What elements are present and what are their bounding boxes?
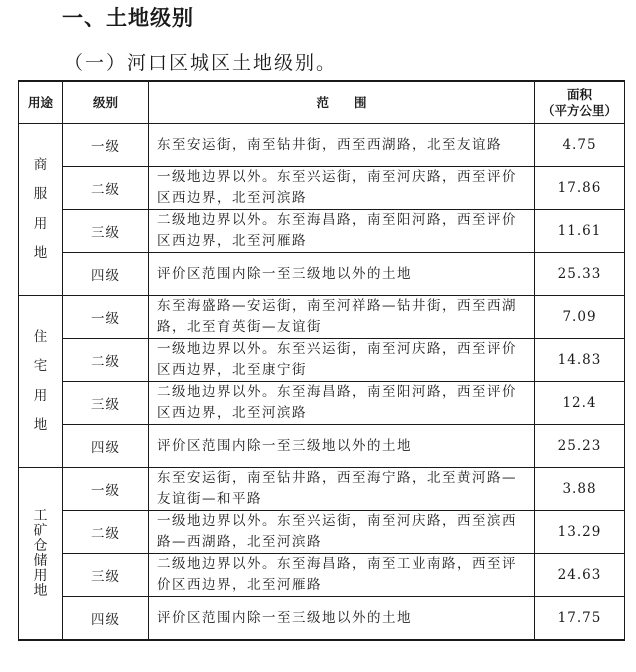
grade-level-cell: 一级 — [63, 468, 149, 511]
scope-cell: 东至海盛路—安运街，南至河祥路—钻井街，西至西湖路，北至育英街—友谊街 — [149, 296, 535, 339]
land-use-char: 用 — [33, 215, 48, 232]
area-cell: 11.61 — [535, 210, 625, 253]
scope-cell: 一级地边界以外。东至兴运街，南至河庆路，西至评价区西边界，北至河滨路 — [149, 167, 535, 210]
header-area — [535, 81, 625, 124]
scope-cell: 东至安运街，南至钻井路，西至海宁路，北至黄河路—友谊街—和平路 — [149, 468, 535, 511]
section-heading: 一、土地级别 — [62, 6, 194, 30]
table-row — [19, 167, 625, 210]
land-use-char: 仓 — [33, 538, 48, 554]
area-cell: 17.86 — [535, 167, 625, 210]
area-cell: 12.4 — [535, 382, 625, 425]
grade-level-cell: 三级 — [63, 382, 149, 425]
area-cell: 13.29 — [535, 511, 625, 554]
land-use-char: 工 — [33, 508, 48, 524]
table-row — [19, 210, 625, 253]
scope-cell: 评价区范围内除一至三级地以外的土地 — [149, 597, 535, 641]
land-use-cell — [19, 296, 63, 468]
land-use-char: 地 — [33, 583, 48, 599]
table-row — [19, 253, 625, 296]
table-row — [19, 597, 625, 641]
area-cell: 24.63 — [535, 554, 625, 597]
header-area-line1: 面积 — [566, 86, 592, 102]
scope-cell: 二级地边界以外。东至海昌路，南至阳河路，西至评价区西边界，北至河滨路 — [149, 382, 535, 425]
table-row — [19, 296, 625, 339]
grade-level-cell: 四级 — [63, 597, 149, 641]
header-row — [19, 81, 625, 124]
land-use-label — [34, 508, 48, 599]
area-cell: 14.83 — [535, 339, 625, 382]
land-use-cell — [19, 124, 63, 296]
scope-cell: 评价区范围内除一至三级地以外的土地 — [149, 425, 535, 468]
header-level: 级别 — [63, 81, 149, 124]
scope-cell: 二级地边界以外。东至海昌路，南至阳河路，西至评价区西边界，北至河雁路 — [149, 210, 535, 253]
land-grade-table — [18, 80, 625, 641]
land-use-char: 用 — [33, 568, 48, 584]
grade-level-cell: 四级 — [63, 425, 149, 468]
area-cell: 25.33 — [535, 253, 625, 296]
land-use-char: 住 — [33, 328, 48, 345]
grade-level-cell: 三级 — [63, 210, 149, 253]
land-use-char: 商 — [33, 156, 48, 173]
table-row — [19, 124, 625, 167]
land-use-label — [34, 315, 48, 449]
scope-cell: 一级地边界以外。东至兴运街，南至河庆路，西至评价区西边界，北至康宁街 — [149, 339, 535, 382]
table-row — [19, 468, 625, 511]
grade-level-cell: 二级 — [63, 167, 149, 210]
scope-cell: 二级地边界以外。东至海昌路，南至工业南路，西至评价区西边界，北至河雁路 — [149, 554, 535, 597]
grade-level-cell: 一级 — [63, 124, 149, 167]
table-header — [19, 81, 625, 124]
header-use: 用途 — [19, 81, 63, 124]
land-use-char: 矿 — [33, 523, 48, 539]
table-row — [19, 425, 625, 468]
grade-level-cell: 二级 — [63, 511, 149, 554]
table-row — [19, 511, 625, 554]
land-use-label — [34, 143, 48, 277]
area-cell: 4.75 — [535, 124, 625, 167]
land-use-char: 宅 — [33, 358, 48, 374]
scope-cell: 一级地边界以外。东至兴运街，南至河庆路，西至滨西路—西湖路，北至河滨路 — [149, 511, 535, 554]
table-body — [19, 124, 625, 641]
land-use-char: 地 — [33, 245, 48, 261]
scope-cell: 东至安运街，南至钻井街，西至西湖路，北至友谊路 — [149, 124, 535, 167]
area-cell: 7.09 — [535, 296, 625, 339]
subsection-heading: （一）河口区城区土地级别。 — [64, 52, 338, 74]
land-use-cell — [19, 468, 63, 641]
land-use-char: 服 — [33, 186, 48, 202]
grade-level-cell: 一级 — [63, 296, 149, 339]
area-cell: 17.75 — [535, 597, 625, 641]
grade-level-cell: 四级 — [63, 253, 149, 296]
header-scope: 范 围 — [149, 81, 535, 124]
grade-level-cell: 三级 — [63, 554, 149, 597]
scope-cell: 评价区范围内除一至三级地以外的土地 — [149, 253, 535, 296]
area-cell: 25.23 — [535, 425, 625, 468]
land-use-char: 用 — [33, 387, 48, 404]
land-use-char: 地 — [33, 417, 48, 433]
table-row — [19, 382, 625, 425]
table-row — [19, 339, 625, 382]
grade-level-cell: 二级 — [63, 339, 149, 382]
land-use-char: 储 — [33, 553, 48, 569]
header-area-line2: （平方公里） — [541, 102, 617, 118]
table-row — [19, 554, 625, 597]
area-cell: 3.88 — [535, 468, 625, 511]
